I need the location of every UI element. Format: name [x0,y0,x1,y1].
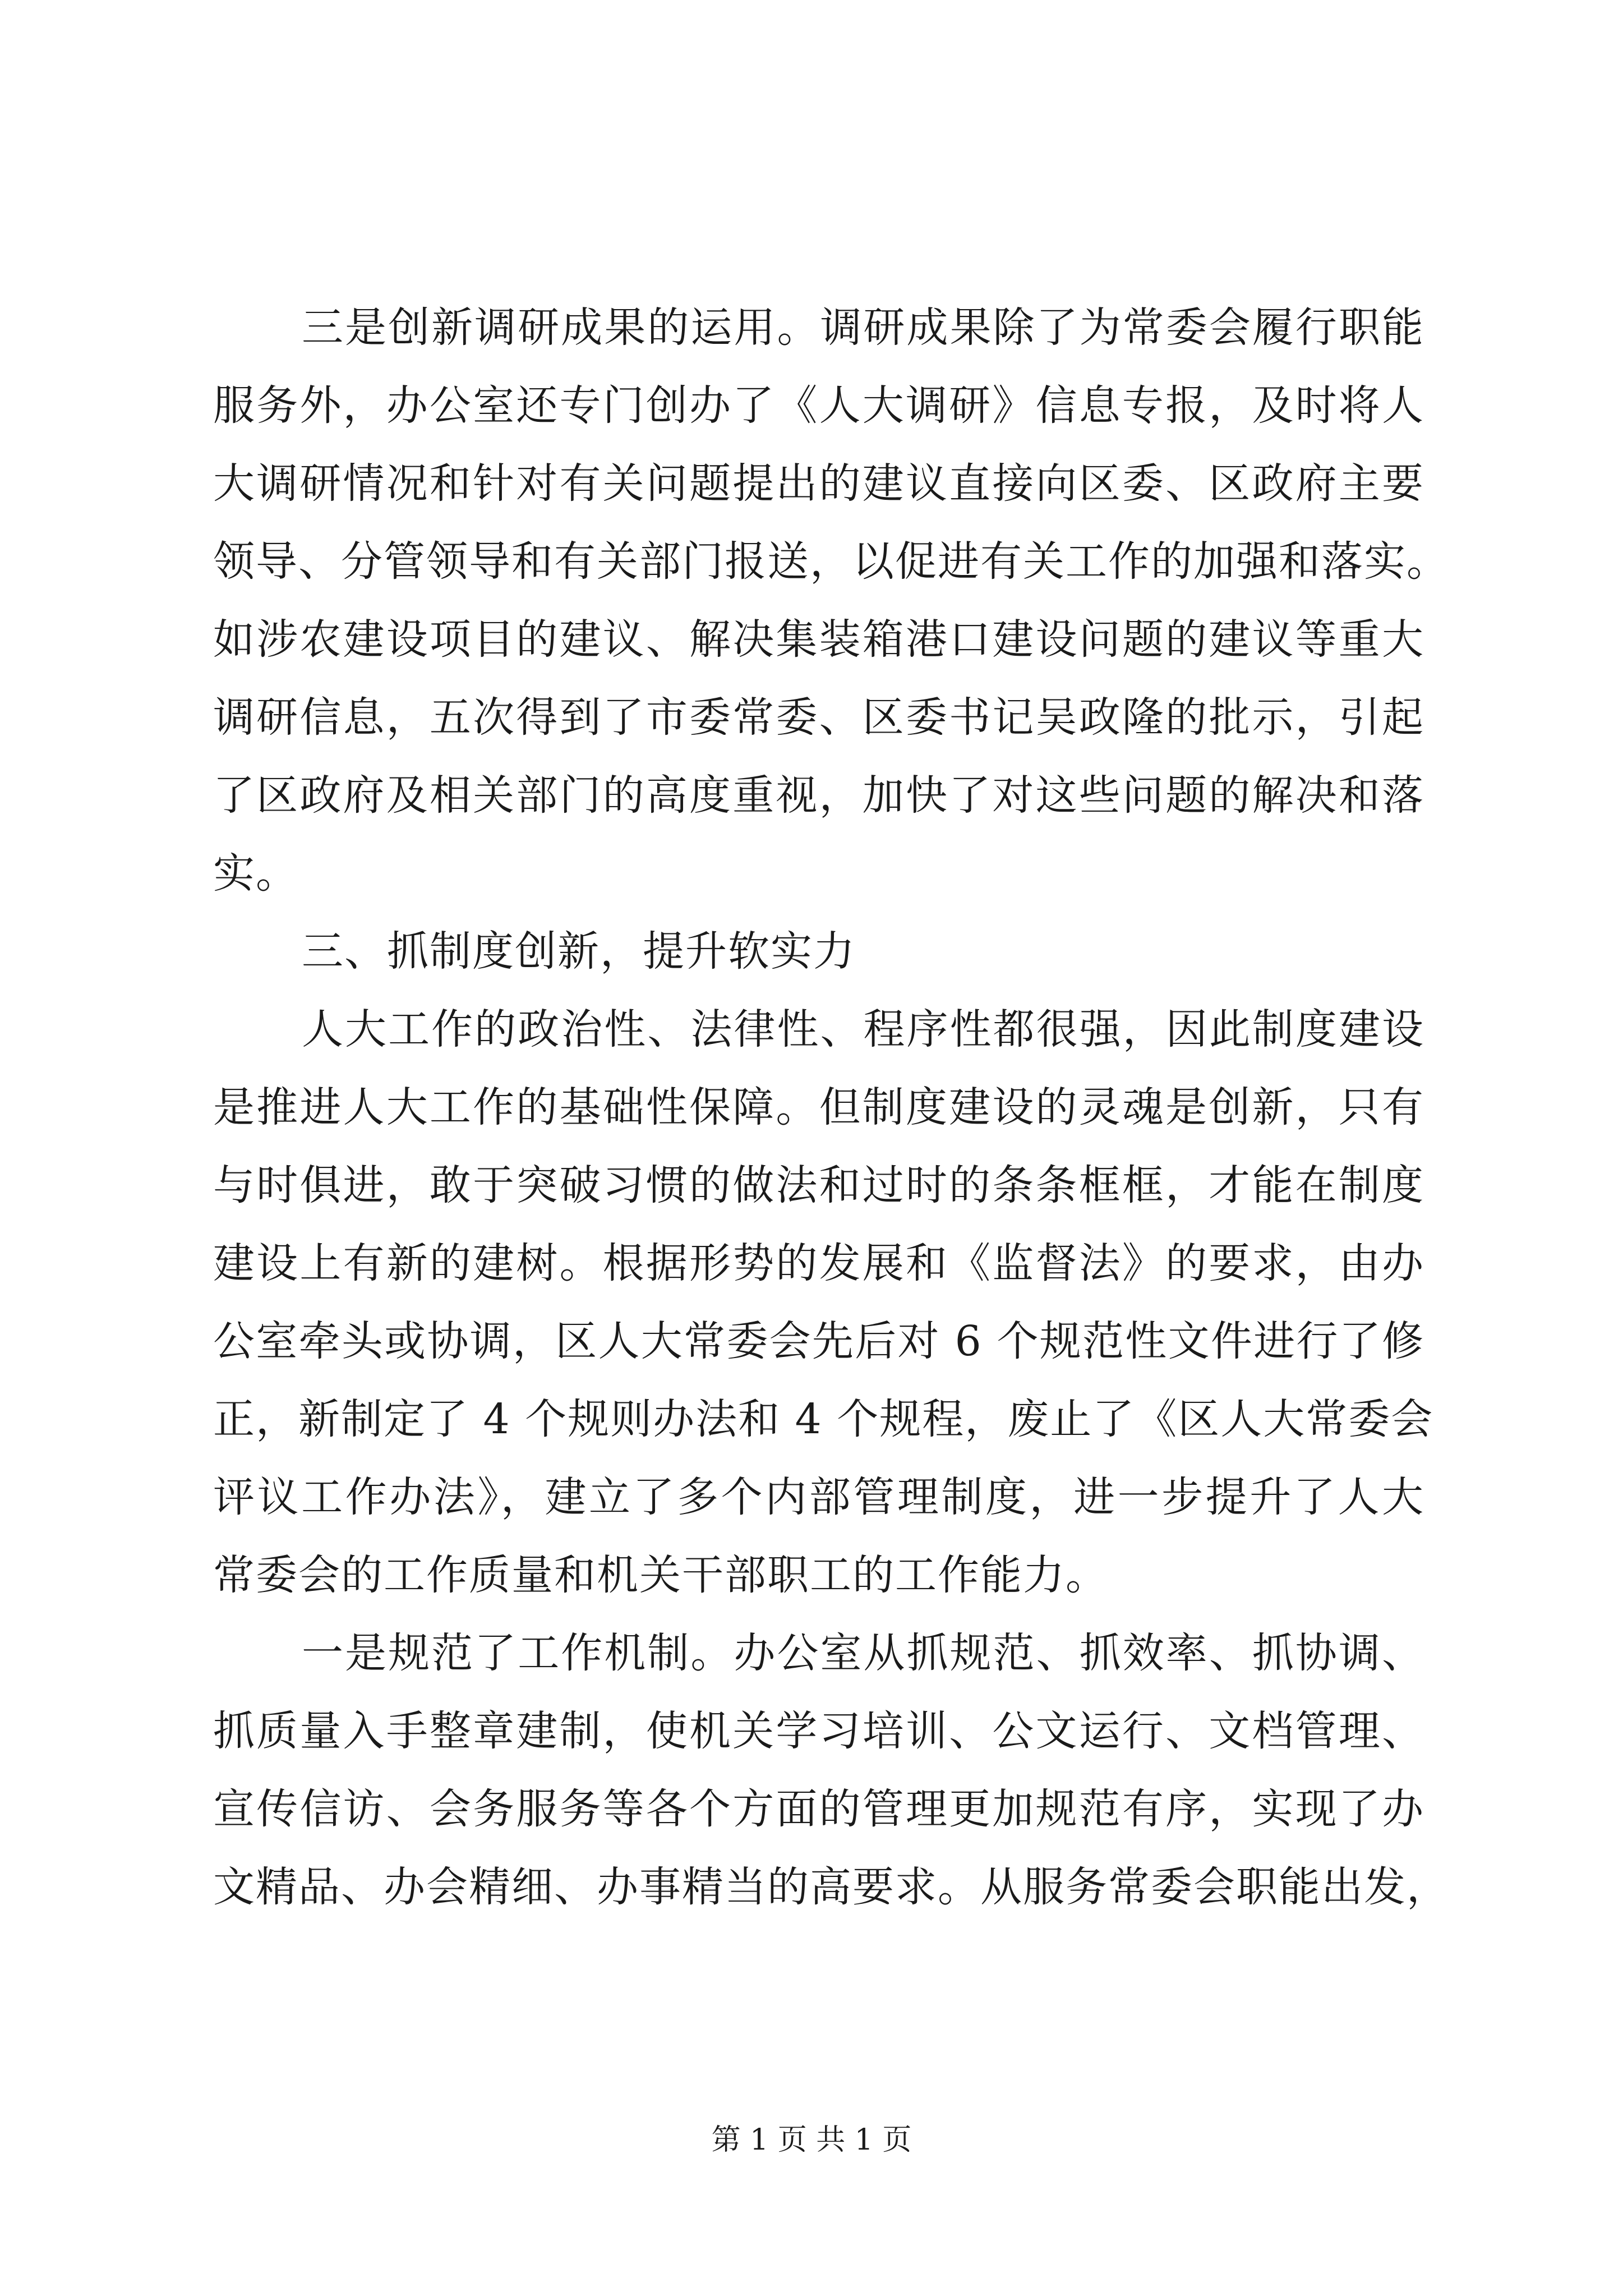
text-line: 一是规范了工作机制。办公室从抓规范、抓效率、抓协调、 [302,1629,1424,1677]
text-line: 如涉农建设项目的建议、解决集装箱港口建设问题的建议等重大 [213,615,1424,664]
text-line: 公室牵头或协调，区人大常委会先后对 6 个规范性文件进行了修 [213,1317,1424,1365]
text-line: 实。 [213,849,298,898]
text-line: 人大工作的政治性、法律性、程序性都很强，因此制度建设 [302,1005,1424,1053]
text-line: 领导、分管领导和有关部门报送，以促进有关工作的加强和落实。 [213,537,1449,586]
page-number-footer: 第 1 页 共 1 页 [711,2123,912,2157]
text-line: 调研信息，五次得到了市委常委、区委书记吴政隆的批示，引起 [213,693,1424,742]
text-line: 评议工作办法》，建立了多个内部管理制度，进一步提升了人大 [213,1473,1424,1521]
text-line: 宣传信访、会务服务等各个方面的管理更加规范有序，实现了办 [213,1785,1424,1833]
document-body [213,289,1449,1926]
section-heading: 三、抓制度创新，提升软实力 [302,927,856,976]
text-line: 了区政府及相关部门的高度重视，加快了对这些问题的解决和落 [213,771,1424,820]
text-line: 大调研情况和针对有关问题提出的建议直接向区委、区政府主要 [213,459,1424,508]
text-line: 三是创新调研成果的运用。调研成果除了为常委会履行职能 [302,303,1424,352]
text-line: 与时俱进，敢于突破习惯的做法和过时的条条框框，才能在制度 [213,1161,1424,1209]
text-line: 是推进人大工作的基础性保障。但制度建设的灵魂是创新，只有 [213,1083,1424,1131]
text-line: 建设上有新的建树。根据形势的发展和《监督法》的要求，由办 [213,1239,1424,1287]
text-line: 正，新制定了 4 个规则办法和 4 个规程，废止了《区人大常委会 [213,1395,1434,1443]
text-line: 服务外，办公室还专门创办了《人大调研》信息专报，及时将人 [213,381,1424,430]
text-line: 抓质量入手整章建制，使机关学习培训、公文运行、文档管理、 [213,1707,1424,1755]
text-line: 常委会的工作质量和机关干部职工的工作能力。 [213,1551,1108,1599]
text-line: 文精品、办会精细、办事精当的高要求。从服务常委会职能出发， [213,1863,1449,1911]
